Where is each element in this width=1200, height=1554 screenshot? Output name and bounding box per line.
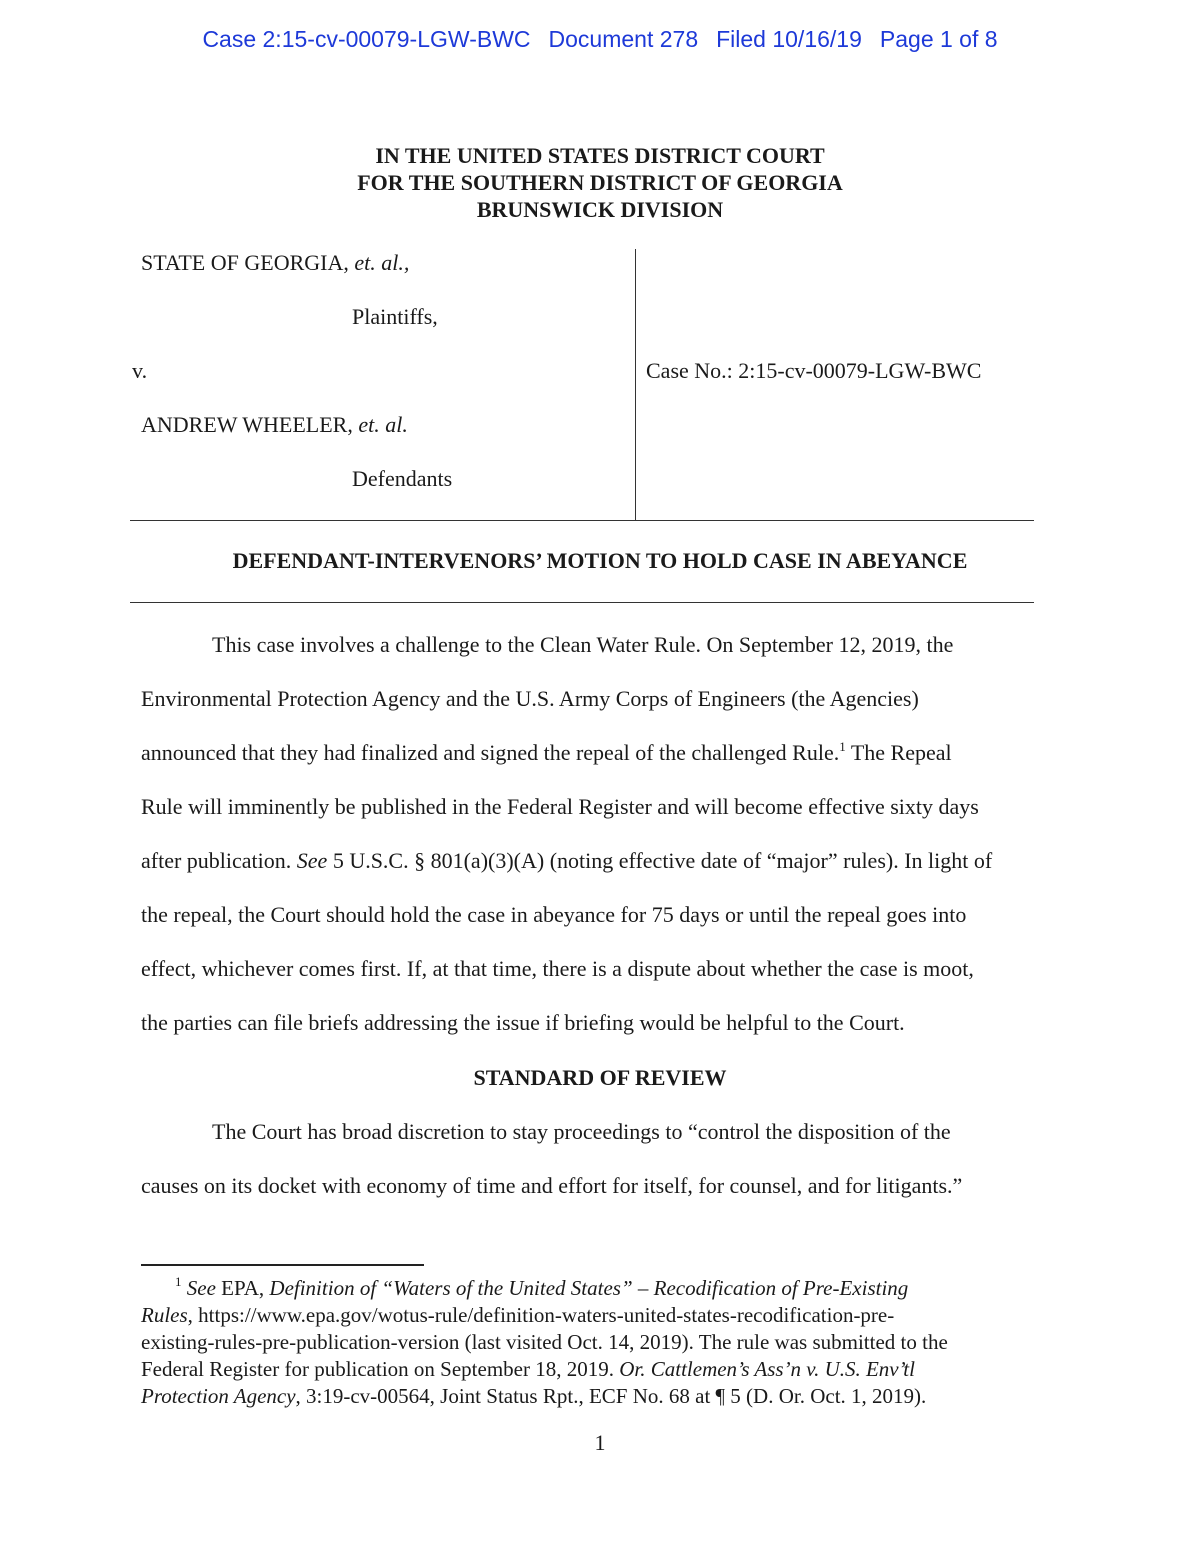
intro-line-1: This case involves a challenge to the Clean Water Rule. On September 12, 2019, the [212, 632, 954, 657]
defendant-role: Defendants [352, 466, 453, 491]
standard-line-2: causes on its docket with economy of time and effort for itself, for counsel, and for litigants.” [141, 1173, 963, 1198]
intro-line-3: announced that they had finalized and signed the repeal of the challenged Rule.$^1$ The Repeal [141, 739, 952, 765]
plaintiff-role: Plaintiffs, [352, 304, 438, 329]
ecf-case-number: Case 2:15-cv-00079-LGW-BWC [202, 26, 531, 52]
caption-bottom-rule [130, 520, 1034, 521]
court-district-line: FOR THE SOUTHERN DISTRICT OF GEORGIA [357, 170, 843, 195]
intro-line-5: after publication. See 5 U.S.C. § 801(a)(3)(A) (noting effective date of “major” rules). In light of [141, 848, 993, 873]
case-number: Case No.: 2:15-cv-00079-LGW-BWC [646, 358, 982, 383]
ecf-document-number: Document 278 [548, 26, 699, 52]
footnote-line-2: Rules, https://www.epa.gov/wotus-rule/definition-waters-united-states-recodification-pre- [141, 1303, 895, 1327]
footnote-separator [141, 1264, 424, 1266]
footnote-reference: 1 [839, 739, 846, 754]
court-name-line: IN THE UNITED STATES DISTRICT COURT [375, 143, 825, 168]
footnote-line-5: Protection Agency, 3:19-cv-00564, Joint Status Rpt., ECF No. 68 at ¶ 5 (D. Or. Oct. 1, 2019). [141, 1384, 927, 1408]
intro-line-2: Environmental Protection Agency and the U.S. Army Corps of Engineers (the Agencies) [141, 686, 919, 711]
standard-of-review-heading: STANDARD OF REVIEW [473, 1065, 727, 1090]
motion-title: DEFENDANT-INTERVENORS’ MOTION TO HOLD CASE IN ABEYANCE [232, 548, 968, 573]
intro-line-8: the parties can file briefs addressing the issue if briefing would be helpful to the Court. [141, 1010, 905, 1035]
versus-label: v. [132, 358, 148, 383]
ecf-filing-header [0, 26, 1200, 53]
footnote-line-1: $^1$ See EPA, Definition of “Waters of the United States” – Recodification of Pre-Existing [175, 1274, 909, 1300]
intro-line-6: the repeal, the Court should hold the case in abeyance for 75 days or until the repeal goes into [141, 902, 967, 927]
intro-line-4: Rule will imminently be published in the Federal Register and will become effective sixty days [141, 794, 979, 819]
intro-line-7: effect, whichever comes first. If, at that time, there is a dispute about whether the case is moot, [141, 956, 974, 981]
caption-vertical-divider [635, 249, 636, 521]
ecf-filed-date: Filed 10/16/19 [716, 26, 862, 52]
footnote-line-4: Federal Register for publication on September 18, 2019. Or. Cattlemen’s Ass’n v. U.S. Env’tl [141, 1357, 915, 1381]
ecf-page-count: Page 1 of 8 [879, 26, 998, 52]
court-caption [0, 142, 1200, 223]
title-bottom-rule [130, 602, 1034, 603]
defendant-name: ANDREW WHEELER, et. al. [141, 412, 408, 437]
standard-line-1: The Court has broad discretion to stay proceedings to “control the disposition of the [212, 1119, 951, 1144]
footnote-url: , https://www.epa.gov/wotus-rule/definition-waters-united-states-recodification-pre- [187, 1303, 895, 1327]
footnote-mark: 1 [175, 1274, 182, 1289]
footnote-line-3: existing-rules-pre-publication-version (last visited Oct. 14, 2019). The rule was submitted to the [141, 1330, 948, 1354]
court-division-line: BRUNSWICK DIVISION [476, 197, 724, 222]
plaintiff-name: STATE OF GEORGIA, et. al., [141, 250, 410, 275]
page-number: 1 [594, 1430, 606, 1455]
